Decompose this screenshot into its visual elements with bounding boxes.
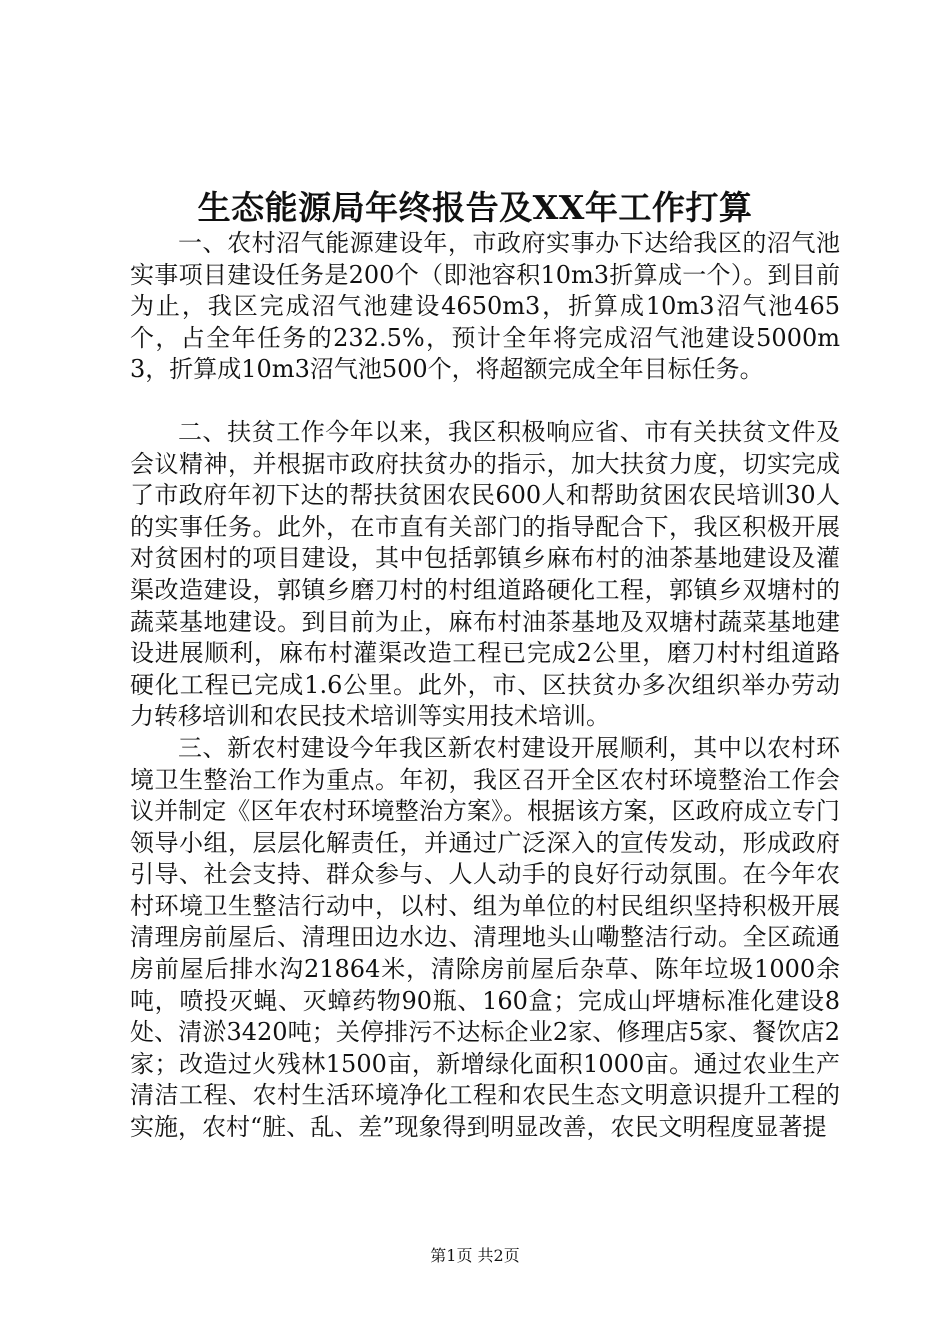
paragraph-spacer [130, 386, 840, 417]
document-body [130, 228, 840, 1144]
paragraph-new-countryside: 三、新农村建设今年我区新农村建设开展顺利，其中以农村环境卫生整治工作为重点。年初，我区召开全区农村环境整治工作会议并制定《区年农村环境整治方案》。根据该方案，区政府成立专门领导小组，层层化解责任，并通过广泛深入的宣传发动，形成政府引导、社会支持、群众参与、人人动手的良好行动氛围。在今年农村环境卫生整洁行动中，以村、组为单位的村民组织坚持积极开展清理房前屋后、清理田边水边、清理地头山嘞整洁行动。全区疏通房前屋后排水沟21864米，清除房前屋后杂草、陈年垃圾1000余吨，喷投灭蝇、灭蟑药物90瓶、160盒；完成山坪塘标准化建设8处、清淤3420吨；关停排污不达标企业2家、修理店5家、餐饮店2家；改造过火残林1500亩，新增绿化面积1000亩。通过农业生产清洁工程、农村生活环境净化工程和农民生态文明意识提升工程的实施，农村“脏、乱、差”现象得到明显改善，农民文明程度显著提 [130, 733, 840, 1142]
paragraph-rural-biogas: 一、农村沼气能源建设年，市政府实事办下达给我区的沼气池实事项目建设任务是200个（即池容积10m3折算成一个）。到目前为止，我区完成沼气池建设4650m3，折算成10m3沼气池465个，占全年任务的232.5%，预计全年将完成沼气池建设5000m3，折算成10m3沼气池500个，将超额完成全年目标任务。 [130, 229, 840, 384]
page-number-footer: 第1页 共2页 [430, 1246, 520, 1265]
paragraph-poverty-alleviation: 二、扶贫工作今年以来，我区积极响应省、市有关扶贫文件及会议精神，并根据市政府扶贫办的指示，加大扶贫力度，切实完成了市政府年初下达的帮扶贫困农民600人和帮助贫困农民培训30人的实事任务。此外，在市直有关部门的指导配合下，我区积极开展对贫困村的项目建设，其中包括郭镇乡麻布村的油茶基地建设及灌渠改造建设，郭镇乡磨刀村的村组道路硬化工程，郭镇乡双塘村的蔬菜基地建设。到目前为止，麻布村油茶基地及双塘村蔬菜基地建设进展顺利，麻布村灌渠改造工程已完成2公里，磨刀村村组道路硬化工程已完成1.6公里。此外，市、区扶贫办多次组织举办劳动力转移培训和农民技术培训等实用技术培训。 [130, 417, 840, 731]
document-title: 生态能源局年终报告及XX年工作打算 [197, 188, 753, 227]
